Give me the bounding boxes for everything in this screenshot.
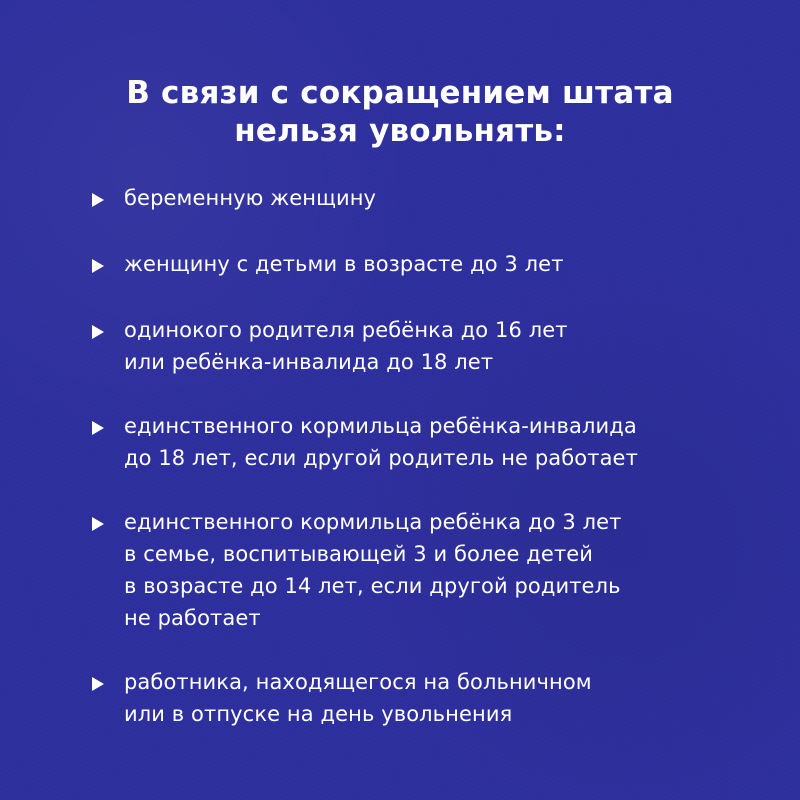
list-item-line: или ребёнка-инвалида до 18 лет [124, 350, 494, 374]
list-item-line: работника, находящегося на больничном [124, 670, 592, 694]
triangle-right-icon [92, 259, 104, 273]
list-item-line: не работает [124, 606, 261, 630]
page-title [0, 74, 800, 150]
list-item-line: до 18 лет, если другой родитель не работает [124, 446, 638, 470]
list-item-line: беременную женщину [124, 186, 377, 210]
list-item-line: единственного кормильца ребёнка-инвалида [124, 414, 637, 438]
list-item-text [124, 314, 732, 378]
list-item-line: или в отпуске на день увольнения [124, 702, 513, 726]
triangle-right-icon [92, 677, 104, 691]
list-item-text [124, 666, 732, 730]
triangle-right-icon [92, 421, 104, 435]
list-item-line: единственного кормильца ребёнка до 3 лет [124, 510, 622, 534]
title-line-2: нельзя увольнять: [234, 113, 566, 149]
list-item-text [124, 506, 732, 634]
title-line-1: В связи с сокращением штата [126, 75, 674, 111]
list-item-line: женщину с детьми в возрасте до 3 лет [124, 252, 564, 276]
list-item-line: в семье, воспитывающей 3 и более детей [124, 542, 594, 566]
list-item-line: одинокого родителя ребёнка до 16 лет [124, 318, 568, 342]
list-item-text [124, 248, 732, 280]
triangle-right-icon [92, 517, 104, 531]
list-item-text [124, 182, 732, 214]
triangle-right-icon [92, 325, 104, 339]
list-item-text [124, 410, 732, 474]
list-item-line: в возрасте до 14 лет, если другой родитель [124, 574, 621, 598]
triangle-right-icon [92, 193, 104, 207]
